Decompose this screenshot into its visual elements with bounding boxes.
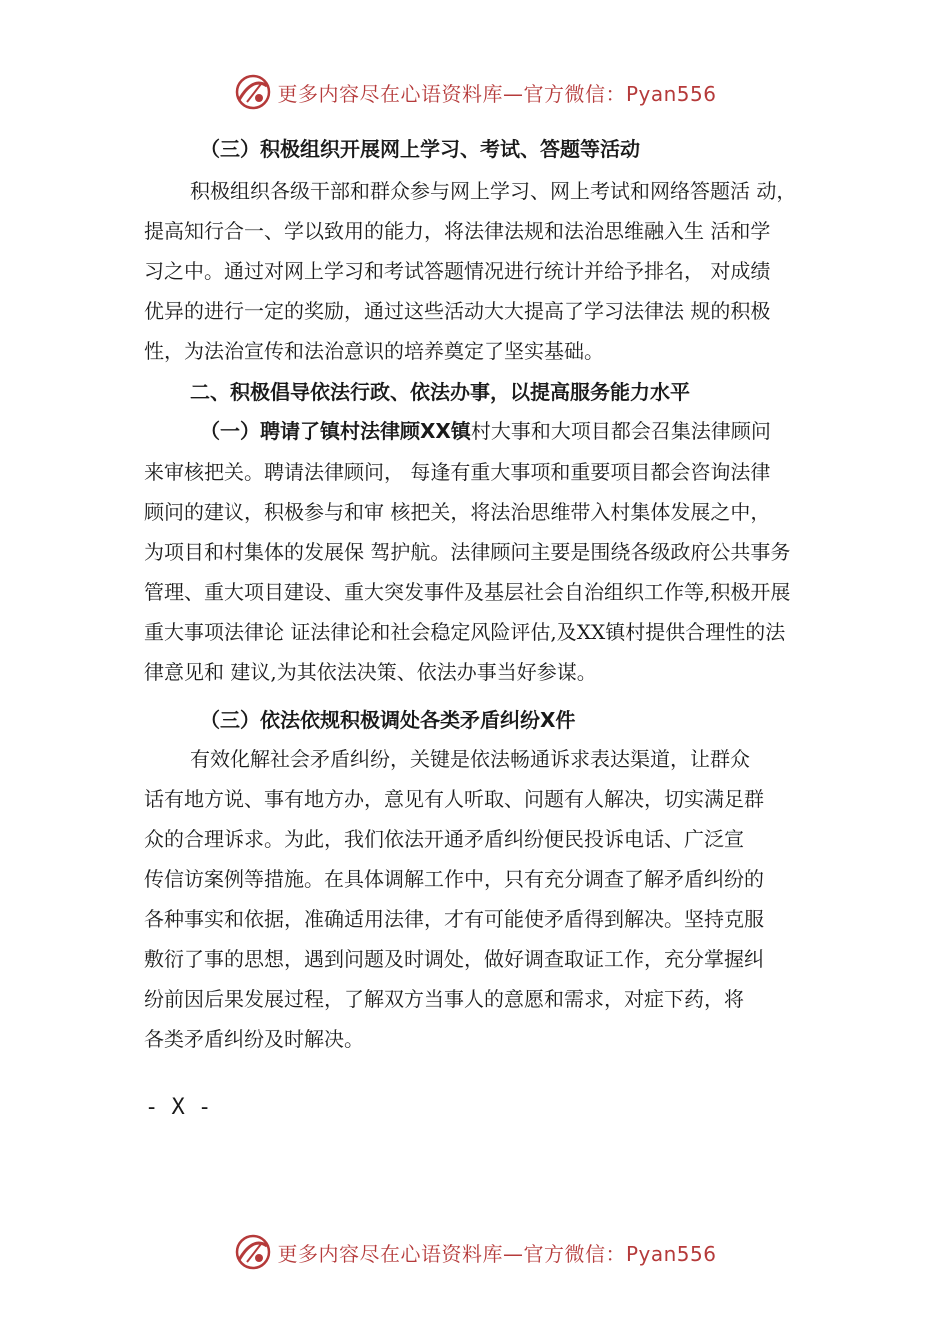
paragraph-text: 村大事和大项目都会召集法律顾问 bbox=[470, 419, 771, 443]
paragraph-line: 来审核把关。聘请法律顾问， 每逢有重大事项和重要项目都会咨询法律 bbox=[144, 460, 771, 484]
header-watermark-banner bbox=[0, 70, 950, 114]
paragraph-line: 众的合理诉求。为此，我们依法开通矛盾纠纷便民投诉电话、广泛宣 bbox=[144, 827, 744, 851]
paragraph-line-with-heading bbox=[200, 411, 771, 451]
paragraph-line: 顾问的建议，积极参与和审 核把关，将法治思维带入村集体发展之中， bbox=[144, 500, 771, 524]
page-number: - X - bbox=[145, 1095, 212, 1120]
watermark-text: 更多内容尽在心语资料库—官方微信：Pyan556 bbox=[277, 1241, 717, 1266]
paragraph-line: 提高知行合一、学以致用的能力，将法律法规和法治思维融入生 活和学 bbox=[144, 219, 771, 243]
paragraph-line: 话有地方说、事有地方办，意见有人听取、问题有人解决，切实满足群 bbox=[144, 787, 764, 811]
heading-legal-advisor: （一）聘请了镇村法律顾XX镇 bbox=[200, 419, 471, 443]
paragraph-line: 各类矛盾纠纷及时解决。 bbox=[144, 1027, 364, 1051]
paragraph-line: 纷前因后果发展过程，了解双方当事人的意愿和需求，对症下药，将 bbox=[144, 987, 744, 1011]
footer-watermark-banner bbox=[0, 1230, 950, 1274]
paragraph-line: 有效化解社会矛盾纠纷，关键是依法畅通诉求表达渠道，让群众 bbox=[190, 747, 750, 771]
stamp-logo-icon bbox=[233, 72, 273, 112]
paragraph-line: 优异的进行一定的奖励，通过这些活动大大提高了学习法律法 规的积极 bbox=[144, 299, 771, 323]
watermark-text: 更多内容尽在心语资料库—官方微信：Pyan556 bbox=[277, 81, 717, 106]
paragraph-line: 重大事项法律论 证法律论和社会稳定风险评估,及XX镇村提供合理性的法 bbox=[144, 620, 786, 644]
paragraph-line: 传信访案例等措施。在具体调解工作中，只有充分调查了解矛盾纠纷的 bbox=[144, 867, 764, 891]
paragraph-line: 管理、重大项目建设、重大突发事件及基层社会自治组织工作等,积极开展 bbox=[144, 580, 791, 604]
paragraph-line: 各种事实和依据，准确适用法律，才有可能使矛盾得到解决。坚持克服 bbox=[144, 907, 764, 931]
section-heading-two: 二、积极倡导依法行政、依法办事，以提高服务能力水平 bbox=[190, 380, 690, 404]
paragraph-line: 性，为法治宣传和法治意识的培养奠定了坚实基础。 bbox=[144, 339, 604, 363]
heading-online-learning: （三）积极组织开展网上学习、考试、答题等活动 bbox=[200, 137, 640, 161]
stamp-logo-icon bbox=[233, 1232, 273, 1272]
heading-dispute-mediation: （三）依法依规积极调处各类矛盾纠纷X件 bbox=[200, 708, 576, 732]
paragraph-line: 敷衍了事的思想，遇到问题及时调处，做好调查取证工作，充分掌握纠 bbox=[144, 947, 764, 971]
paragraph-line: 为项目和村集体的发展保 驾护航。法律顾问主要是围绕各级政府公共事务 bbox=[144, 540, 791, 564]
paragraph-line: 律意见和 建议,为其依法决策、依法办事当好参谋。 bbox=[144, 660, 597, 684]
paragraph-line: 习之中。通过对网上学习和考试答题情况进行统计并给予排名， 对成绩 bbox=[144, 259, 771, 283]
paragraph-line: 积极组织各级干部和群众参与网上学习、网上考试和网络答题活 动， bbox=[190, 179, 797, 203]
